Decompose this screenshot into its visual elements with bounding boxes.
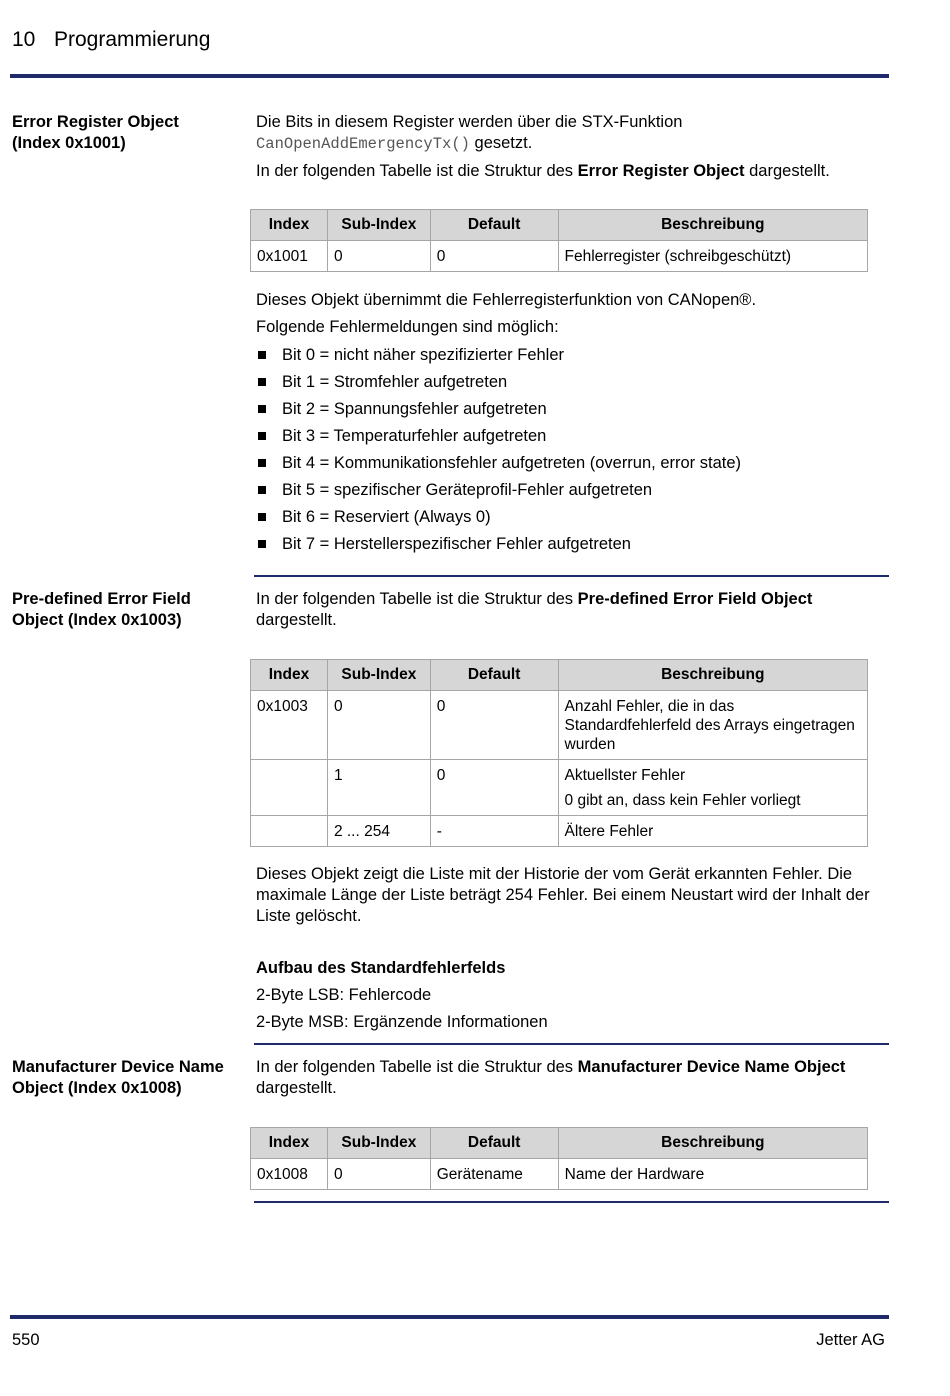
table-intro-post: dargestellt. — [744, 162, 830, 180]
cell-sub-index: 0 — [327, 241, 430, 272]
cell-default: Gerätename — [430, 1159, 558, 1190]
description-line: Aktuellster Fehler — [564, 767, 686, 784]
section-intro-manufacturer-device-name — [256, 1057, 876, 1099]
table-row — [251, 760, 868, 816]
intro-text: Die Bits in diesem Register werden über die STX-Funktion — [256, 113, 683, 131]
cell-default: 0 — [430, 241, 558, 272]
predefined-error-field-table — [250, 659, 868, 847]
list-item: Bit 7 = Herstellerspezifischer Fehler aufgetreten — [256, 534, 741, 561]
structure-line: 2-Byte LSB: Fehlercode — [256, 986, 432, 1004]
error-register-description — [256, 290, 891, 338]
table-intro-post: dargestellt. — [256, 1079, 337, 1097]
header-index: Index — [251, 660, 328, 691]
header-description: Beschreibung — [558, 210, 867, 241]
cell-index — [251, 816, 328, 847]
company-name: Jetter AG — [816, 1331, 885, 1349]
cell-description: Ältere Fehler — [558, 816, 867, 847]
section-title-predefined-error-field: Pre-defined Error Field Object (Index 0x1003) — [12, 590, 191, 629]
cell-sub-index: 1 — [327, 760, 430, 816]
table-header-row — [251, 1128, 868, 1159]
table-intro-text: In der folgenden Tabelle ist die Struktur des — [256, 162, 578, 180]
cell-index: 0x1008 — [251, 1159, 328, 1190]
cell-default: - — [430, 816, 558, 847]
list-item: Bit 0 = nicht näher spezifizierter Fehler — [256, 345, 741, 372]
cell-default: 0 — [430, 760, 558, 816]
structure-block — [256, 958, 891, 1033]
desc-line: Folgende Fehlermeldungen sind möglich: — [256, 318, 559, 336]
section-rule — [254, 575, 889, 577]
error-register-table — [250, 209, 868, 272]
header-default: Default — [430, 210, 558, 241]
error-bits-list — [256, 345, 741, 561]
footer-rule — [10, 1315, 889, 1319]
table-intro-bold: Error Register Object — [577, 162, 745, 180]
header-description: Beschreibung — [558, 660, 867, 691]
table-intro-bold: Pre-defined Error Field Object — [577, 590, 813, 608]
desc-line: Dieses Objekt übernimmt die Fehlerregisterfunktion von CANopen®. — [256, 291, 757, 309]
chapter-heading — [12, 28, 210, 52]
table-intro-text: In der folgenden Tabelle ist die Struktur des — [256, 1058, 578, 1076]
table-intro-post: dargestellt. — [256, 611, 337, 629]
section-title-error-register: Error Register Object (Index 0x1001) — [12, 113, 179, 152]
table-row — [251, 1159, 868, 1190]
cell-description: Anzahl Fehler, die in das Standardfehlerfeld des Arrays eingetragen wurden — [558, 691, 867, 760]
structure-line: 2-Byte MSB: Ergänzende Informationen — [256, 1013, 548, 1031]
table-intro-bold: Manufacturer Device Name Object — [577, 1058, 846, 1076]
header-rule — [10, 74, 889, 78]
list-item: Bit 3 = Temperaturfehler aufgetreten — [256, 426, 741, 453]
chapter-number: 10 — [12, 28, 36, 51]
header-description: Beschreibung — [558, 1128, 867, 1159]
section-rule — [254, 1201, 889, 1203]
header-index: Index — [251, 210, 328, 241]
header-sub-index: Sub-Index — [327, 210, 430, 241]
error-history-description: Dieses Objekt zeigt die Liste mit der Historie der vom Gerät erkannten Fehler. Die maximale Länge der Liste beträgt 254 Fehler. Bei einem Neustart wird der Inhalt der Liste gelöscht. — [256, 865, 870, 925]
cell-sub-index: 2 ... 254 — [327, 816, 430, 847]
table-row — [251, 241, 868, 272]
section-title-manufacturer-device-name: Manufacturer Device Name Object (Index 0x1008) — [12, 1058, 224, 1097]
chapter-title: Programmierung — [54, 28, 211, 51]
cell-description: Name der Hardware — [558, 1159, 867, 1190]
list-item: Bit 6 = Reserviert (Always 0) — [256, 507, 741, 534]
section-intro-predefined-error-field — [256, 589, 876, 631]
function-code: CanOpenAddEmergencyTx() — [256, 135, 470, 153]
table-row — [251, 691, 868, 760]
structure-title: Aufbau des Standardfehlerfelds — [256, 959, 506, 977]
cell-sub-index: 0 — [327, 1159, 430, 1190]
header-default: Default — [430, 660, 558, 691]
intro-text-post: gesetzt. — [469, 134, 533, 152]
page-number: 550 — [12, 1331, 40, 1349]
cell-description — [558, 760, 867, 816]
cell-index — [251, 760, 328, 816]
cell-index: 0x1001 — [251, 241, 328, 272]
table-row — [251, 816, 868, 847]
section-rule — [254, 1043, 889, 1045]
table-header-row — [251, 660, 868, 691]
cell-description: Fehlerregister (schreibgeschützt) — [558, 241, 867, 272]
header-index: Index — [251, 1128, 328, 1159]
list-item: Bit 4 = Kommunikationsfehler aufgetreten (overrun, error state) — [256, 453, 741, 480]
header-sub-index: Sub-Index — [327, 1128, 430, 1159]
header-default: Default — [430, 1128, 558, 1159]
table-header-row — [251, 210, 868, 241]
list-item: Bit 2 = Spannungsfehler aufgetreten — [256, 399, 741, 426]
table-intro-text: In der folgenden Tabelle ist die Struktur des — [256, 590, 578, 608]
description-note: 0 gibt an, dass kein Fehler vorliegt — [564, 792, 801, 809]
cell-default: 0 — [430, 691, 558, 760]
cell-index: 0x1003 — [251, 691, 328, 760]
list-item: Bit 5 = spezifischer Geräteprofil-Fehler aufgetreten — [256, 480, 741, 507]
cell-sub-index: 0 — [327, 691, 430, 760]
list-item: Bit 1 = Stromfehler aufgetreten — [256, 372, 741, 399]
manufacturer-device-name-table — [250, 1127, 868, 1190]
section-intro-error-register — [256, 112, 891, 182]
header-sub-index: Sub-Index — [327, 660, 430, 691]
